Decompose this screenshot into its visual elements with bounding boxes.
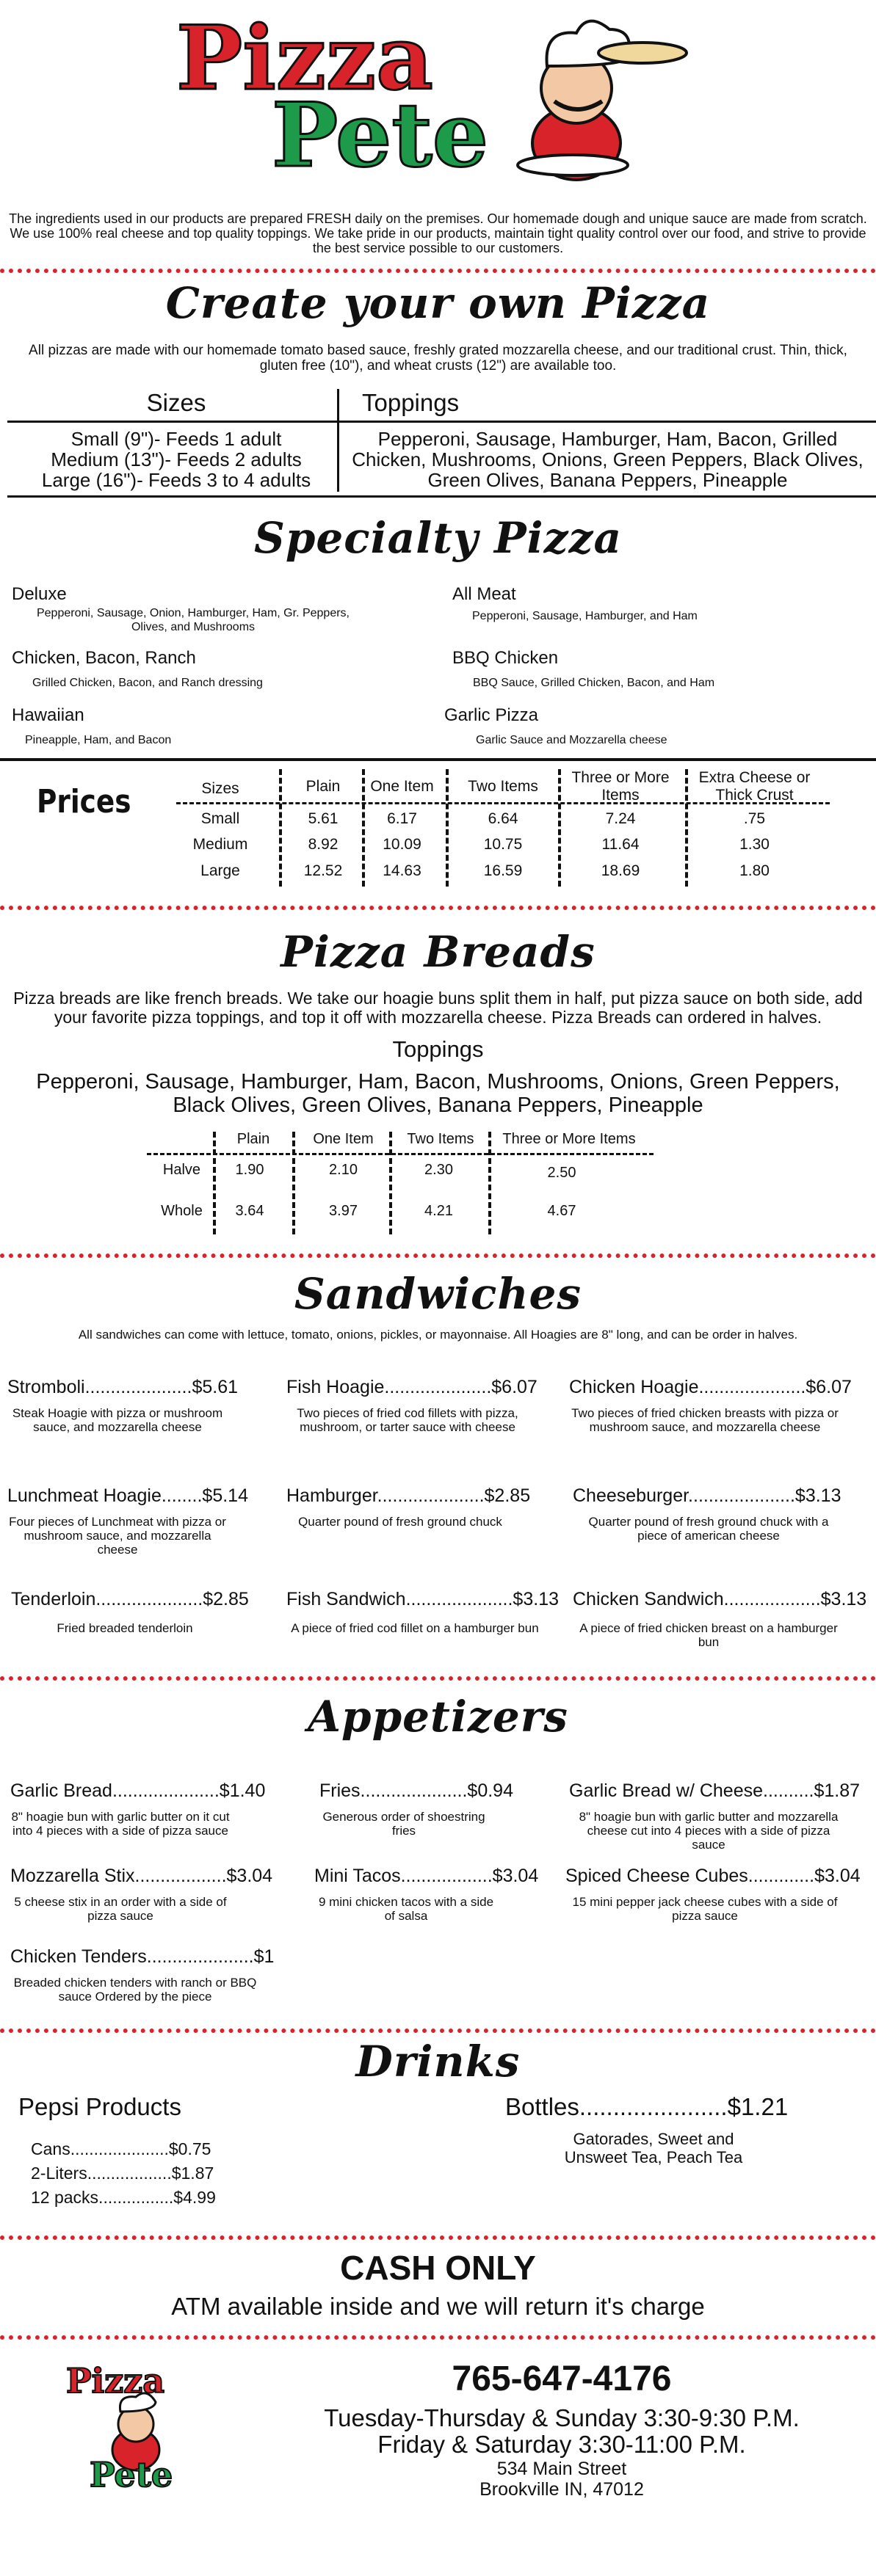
sandwiches-heading: Sandwiches xyxy=(294,1269,582,1319)
sandwich-item xyxy=(573,1485,874,1543)
specialty-name: Garlic Pizza xyxy=(444,705,539,725)
table-cell: 5.61 xyxy=(308,810,339,827)
sandwich-item xyxy=(7,1377,286,1434)
table-cell: Large xyxy=(200,862,240,879)
table-cell: Small xyxy=(200,810,240,827)
footer-logo xyxy=(66,2362,206,2501)
table-header-rule xyxy=(176,802,830,804)
sandwich-title: Fish Hoagie.....................$6.07 xyxy=(286,1377,537,1397)
sandwich-desc: Four pieces of Lunchmeat with pizza or mushroom sauce, and mozzarella cheese xyxy=(9,1515,226,1557)
table-cell: 2.50 xyxy=(547,1165,576,1181)
prices-rule xyxy=(0,758,876,761)
create-rule-bottom xyxy=(7,495,876,498)
appetizer-item xyxy=(10,1780,275,1838)
table-col-divider xyxy=(446,769,449,887)
table-cell: 1.80 xyxy=(739,862,770,879)
sandwich-desc: Two pieces of fried cod fillets with pizza, mushroom, or tarter sauce with cheese xyxy=(297,1406,518,1434)
specialty-desc: Pepperoni, Sausage, Hamburger, and Ham xyxy=(472,610,698,622)
appetizer-item xyxy=(569,1780,870,1852)
specialty-item xyxy=(12,707,423,747)
sandwich-desc: Steak Hoagie with pizza or mushroom sauce, and mozzarella cheese xyxy=(12,1406,223,1434)
table-cell: 11.64 xyxy=(601,836,640,853)
breads-desc: Pizza breads are like french breads. We take our hoagie buns split them in half, put pizza sauce on both side, add your favorite pizza toppings, and top it off with mozzarella cheese. Pizza Breads can ordered in halves. xyxy=(13,989,863,1027)
breads-col-divider xyxy=(488,1132,491,1234)
table-cell: Medium xyxy=(192,836,248,853)
table-col-divider xyxy=(558,769,561,887)
table-cell: 10.09 xyxy=(383,836,421,853)
table-cell: 4.67 xyxy=(547,1203,576,1219)
appetizer-desc: 8" hoagie bun with garlic butter on it cut into 4 pieces with a side of pizza sauce xyxy=(11,1810,230,1838)
col-header: One Item xyxy=(313,1131,374,1147)
table-cell: 6.17 xyxy=(387,810,417,827)
breads-col-divider xyxy=(389,1132,392,1234)
sandwich-item xyxy=(11,1589,290,1635)
pepsi-list xyxy=(31,2137,216,2210)
appetizer-desc: Breaded chicken tenders with ranch or BBQ sauce Ordered by the piece xyxy=(13,1976,257,2004)
breads-toppings-label: Toppings xyxy=(392,1036,484,1062)
footer-city: Brookville IN, 47012 xyxy=(479,2479,644,2500)
specialty-item xyxy=(12,650,423,690)
specialty-desc: Grilled Chicken, Bacon, and Ranch dressing xyxy=(32,677,263,689)
appetizer-item xyxy=(565,1866,866,1923)
size-item: Medium (13")- Feeds 2 adults xyxy=(51,448,302,470)
table-cell: 2.10 xyxy=(329,1162,358,1178)
drinks-heading: Drinks xyxy=(355,2037,521,2086)
table-cell: 7.24 xyxy=(605,810,636,827)
divider xyxy=(0,1254,876,1258)
sizes-label: Sizes xyxy=(146,389,206,416)
sandwich-title: Fish Sandwich.....................$3.13 xyxy=(286,1589,559,1609)
sandwich-title: Lunchmeat Hoagie........$5.14 xyxy=(7,1485,248,1506)
sandwich-desc: Two pieces of fried chicken breasts with pizza or mushroom sauce, and mozzarella cheese xyxy=(571,1406,839,1434)
size-item: Large (16")- Feeds 3 to 4 adults xyxy=(41,469,311,491)
col-header: Plain xyxy=(305,778,341,795)
appetizer-desc: 8" hoagie bun with garlic butter and mozzarella cheese cut into 4 pieces with a side of pizza sauce xyxy=(579,1810,839,1852)
prices-label: Prices xyxy=(37,783,131,821)
sandwich-desc: Quarter pound of fresh ground chuck with a piece of american cheese xyxy=(588,1515,829,1543)
breads-toppings: Pepperoni, Sausage, Hamburger, Ham, Bacon, Mushrooms, Onions, Green Peppers, Black Olives, Green Olives, Banana Peppers, Pineapple xyxy=(36,1070,840,1117)
sandwich-title: Stromboli.....................$5.61 xyxy=(7,1377,239,1397)
sizes-list xyxy=(15,429,338,490)
toppings-list: Pepperoni, Sausage, Hamburger, Ham, Bacon, Grilled Chicken, Mushrooms, Onions, Green Peppers, Black Olives, Green Olives, Banana Peppers, Pineapple xyxy=(352,428,864,491)
appetizer-title: Mini Tacos..................$3.04 xyxy=(314,1866,539,1886)
appetizer-title: Chicken Tenders.....................$1 xyxy=(10,1946,275,1967)
specialty-item xyxy=(452,650,864,690)
appetizer-title: Mozzarella Stix..................$3.04 xyxy=(10,1866,273,1886)
cash-only-sub: ATM available inside and we will return it's charge xyxy=(171,2293,705,2320)
table-cell: 3.97 xyxy=(329,1203,358,1219)
bottles-desc: Gatorades, Sweet and Unsweet Tea, Peach Tea xyxy=(564,2130,743,2166)
logo xyxy=(176,7,705,187)
table-cell: 1.90 xyxy=(235,1162,264,1178)
col-header: Three or More Items xyxy=(571,769,670,804)
appetizer-desc: 9 mini chicken tacos with a side of salsa xyxy=(318,1895,494,1923)
breads-header-rule xyxy=(147,1153,654,1155)
appetizer-title: Garlic Bread w/ Cheese..........$1.87 xyxy=(569,1780,861,1801)
table-cell: 1.30 xyxy=(739,836,770,853)
appetizer-title: Fries.....................$0.94 xyxy=(319,1780,513,1801)
breads-col-divider xyxy=(213,1132,216,1234)
sandwich-item xyxy=(573,1589,874,1649)
sandwich-desc: Quarter pound of fresh ground chuck xyxy=(298,1515,502,1529)
breads-col-divider xyxy=(292,1132,295,1234)
size-item: Small (9")- Feeds 1 adult xyxy=(70,428,282,450)
sandwich-desc: A piece of fried chicken breast on a hamburger bun xyxy=(579,1621,838,1649)
create-rule xyxy=(7,421,876,423)
sandwich-title: Chicken Sandwich...................$3.13 xyxy=(573,1589,867,1609)
specialty-desc: Pineapple, Ham, and Bacon xyxy=(25,734,172,746)
col-header: Sizes xyxy=(201,780,239,797)
table-cell: 12.52 xyxy=(303,862,343,879)
table-cell: 14.63 xyxy=(383,862,421,879)
appetizer-item xyxy=(319,1780,540,1838)
appetizer-desc: 5 cheese stix in an order with a side of pizza sauce xyxy=(14,1895,227,1923)
appetizer-desc: 15 mini pepper jack cheese cubes with a side of pizza sauce xyxy=(572,1895,838,1923)
col-header: Three or More Items xyxy=(502,1131,636,1147)
divider xyxy=(0,269,876,273)
specialty-item xyxy=(452,586,864,623)
sandwich-desc: A piece of fried cod fillet on a hamburger bun xyxy=(291,1621,539,1635)
pepsi-label: Pepsi Products xyxy=(18,2093,181,2120)
specialty-name: BBQ Chicken xyxy=(452,648,559,668)
sandwich-item xyxy=(7,1485,286,1557)
divider xyxy=(0,2029,876,2033)
specialty-desc: Garlic Sauce and Mozzarella cheese xyxy=(476,734,667,746)
appetizer-item xyxy=(10,1946,275,2004)
logo-word-pizza: Pizza xyxy=(176,7,433,110)
logo-word-pete: Pete xyxy=(272,84,489,187)
toppings-label: Toppings xyxy=(362,389,460,416)
footer-phone[interactable]: 765-647-4176 xyxy=(452,2359,672,2398)
col-header: Two Items xyxy=(407,1131,474,1147)
sandwich-title: Hamburger.....................$2.85 xyxy=(286,1485,531,1506)
table-col-divider xyxy=(279,769,282,887)
appetizer-title: Spiced Cheese Cubes.............$3.04 xyxy=(565,1866,861,1886)
appetizer-title: Garlic Bread.....................$1.40 xyxy=(10,1780,266,1801)
footer-logo-pete: Pete xyxy=(90,2455,173,2495)
bottles-label: Bottles......................$1.21 xyxy=(505,2093,789,2120)
specialty-name: Deluxe xyxy=(12,584,67,604)
specialty-heading: Specialty Pizza xyxy=(253,513,623,563)
divider xyxy=(0,2235,876,2240)
sandwiches-desc: All sandwiches can come with lettuce, tomato, onions, pickles, or mayonnaise. All Hoagies are 8" long, and can be order in halves. xyxy=(78,1328,798,1342)
sandwich-title: Cheeseburger.....................$3.13 xyxy=(573,1485,841,1506)
col-header: Plain xyxy=(236,1131,270,1147)
sandwich-item xyxy=(286,1589,565,1635)
sandwich-title: Tenderloin.....................$2.85 xyxy=(11,1589,249,1609)
appetizers-heading: Appetizers xyxy=(308,1692,568,1742)
appetizer-item xyxy=(10,1866,275,1923)
appetizer-item xyxy=(314,1866,549,1923)
intro-text: The ingredients used in our products are prepared FRESH daily on the premises. Our homemade dough and unique sauce are made from scratch. We use 100% real cheese and top quality toppings. We take pride in our products, maintain tight quality control over our food, and strive to provide the best service possible to our customers. xyxy=(9,211,867,255)
breads-heading: Pizza Breads xyxy=(280,927,596,977)
specialty-desc: Pepperoni, Sausage, Onion, Hamburger, Ham, Gr. Peppers, Olives, and Mushrooms xyxy=(36,607,350,633)
specialty-item xyxy=(444,707,855,747)
table-cell: 8.92 xyxy=(308,836,339,853)
divider xyxy=(0,906,876,910)
divider xyxy=(0,2335,876,2340)
sandwich-item xyxy=(286,1485,565,1529)
specialty-name: Hawaiian xyxy=(12,705,84,725)
cash-only-title: CASH ONLY xyxy=(340,2249,536,2287)
pepsi-item: 2-Liters..................$1.87 xyxy=(31,2164,214,2183)
specialty-name: All Meat xyxy=(452,584,516,604)
col-header: Extra Cheese or Thick Crust xyxy=(698,769,811,804)
col-header: Two Items xyxy=(468,778,538,795)
table-cell: 18.69 xyxy=(601,862,640,879)
create-desc: All pizzas are made with our homemade tomato based sauce, freshly grated mozzarella cheese, and our traditional crust. Thin, thick, gluten free (10"), and wheat crusts (12") are available too. xyxy=(29,343,847,374)
specialty-item xyxy=(12,586,394,634)
footer-logo-pizza: Pizza xyxy=(66,2361,165,2401)
table-cell: 16.59 xyxy=(483,862,523,879)
footer-hours-1: Tuesday-Thursday & Sunday 3:30-9:30 P.M. xyxy=(324,2404,800,2431)
row-label: Halve xyxy=(162,1162,201,1178)
row-label: Whole xyxy=(161,1203,203,1219)
appetizer-desc: Generous order of shoestring fries xyxy=(322,1810,485,1838)
pepsi-item: 12 packs................$4.99 xyxy=(31,2188,216,2207)
specialty-name: Chicken, Bacon, Ranch xyxy=(12,648,196,668)
table-cell: 2.30 xyxy=(424,1162,453,1178)
table-cell: 3.64 xyxy=(235,1203,264,1219)
sandwich-item xyxy=(286,1377,565,1434)
sandwich-title: Chicken Hoagie.....................$6.07 xyxy=(569,1377,852,1397)
footer-hours-2: Friday & Saturday 3:30-11:00 P.M. xyxy=(377,2431,746,2458)
divider xyxy=(0,1676,876,1681)
table-cell: .75 xyxy=(743,810,766,827)
footer-street: 534 Main Street xyxy=(496,2459,627,2479)
table-cell: 4.21 xyxy=(424,1203,453,1219)
specialty-desc: BBQ Sauce, Grilled Chicken, Bacon, and Ham xyxy=(473,677,715,689)
create-heading: Create your own Pizza xyxy=(165,278,711,328)
col-header: One Item xyxy=(370,778,434,795)
pepsi-item: Cans.....................$0.75 xyxy=(31,2139,211,2158)
table-cell: 10.75 xyxy=(483,836,523,853)
table-cell: 6.64 xyxy=(488,810,518,827)
sandwich-desc: Fried breaded tenderloin xyxy=(57,1621,193,1635)
sandwich-item xyxy=(569,1377,870,1434)
